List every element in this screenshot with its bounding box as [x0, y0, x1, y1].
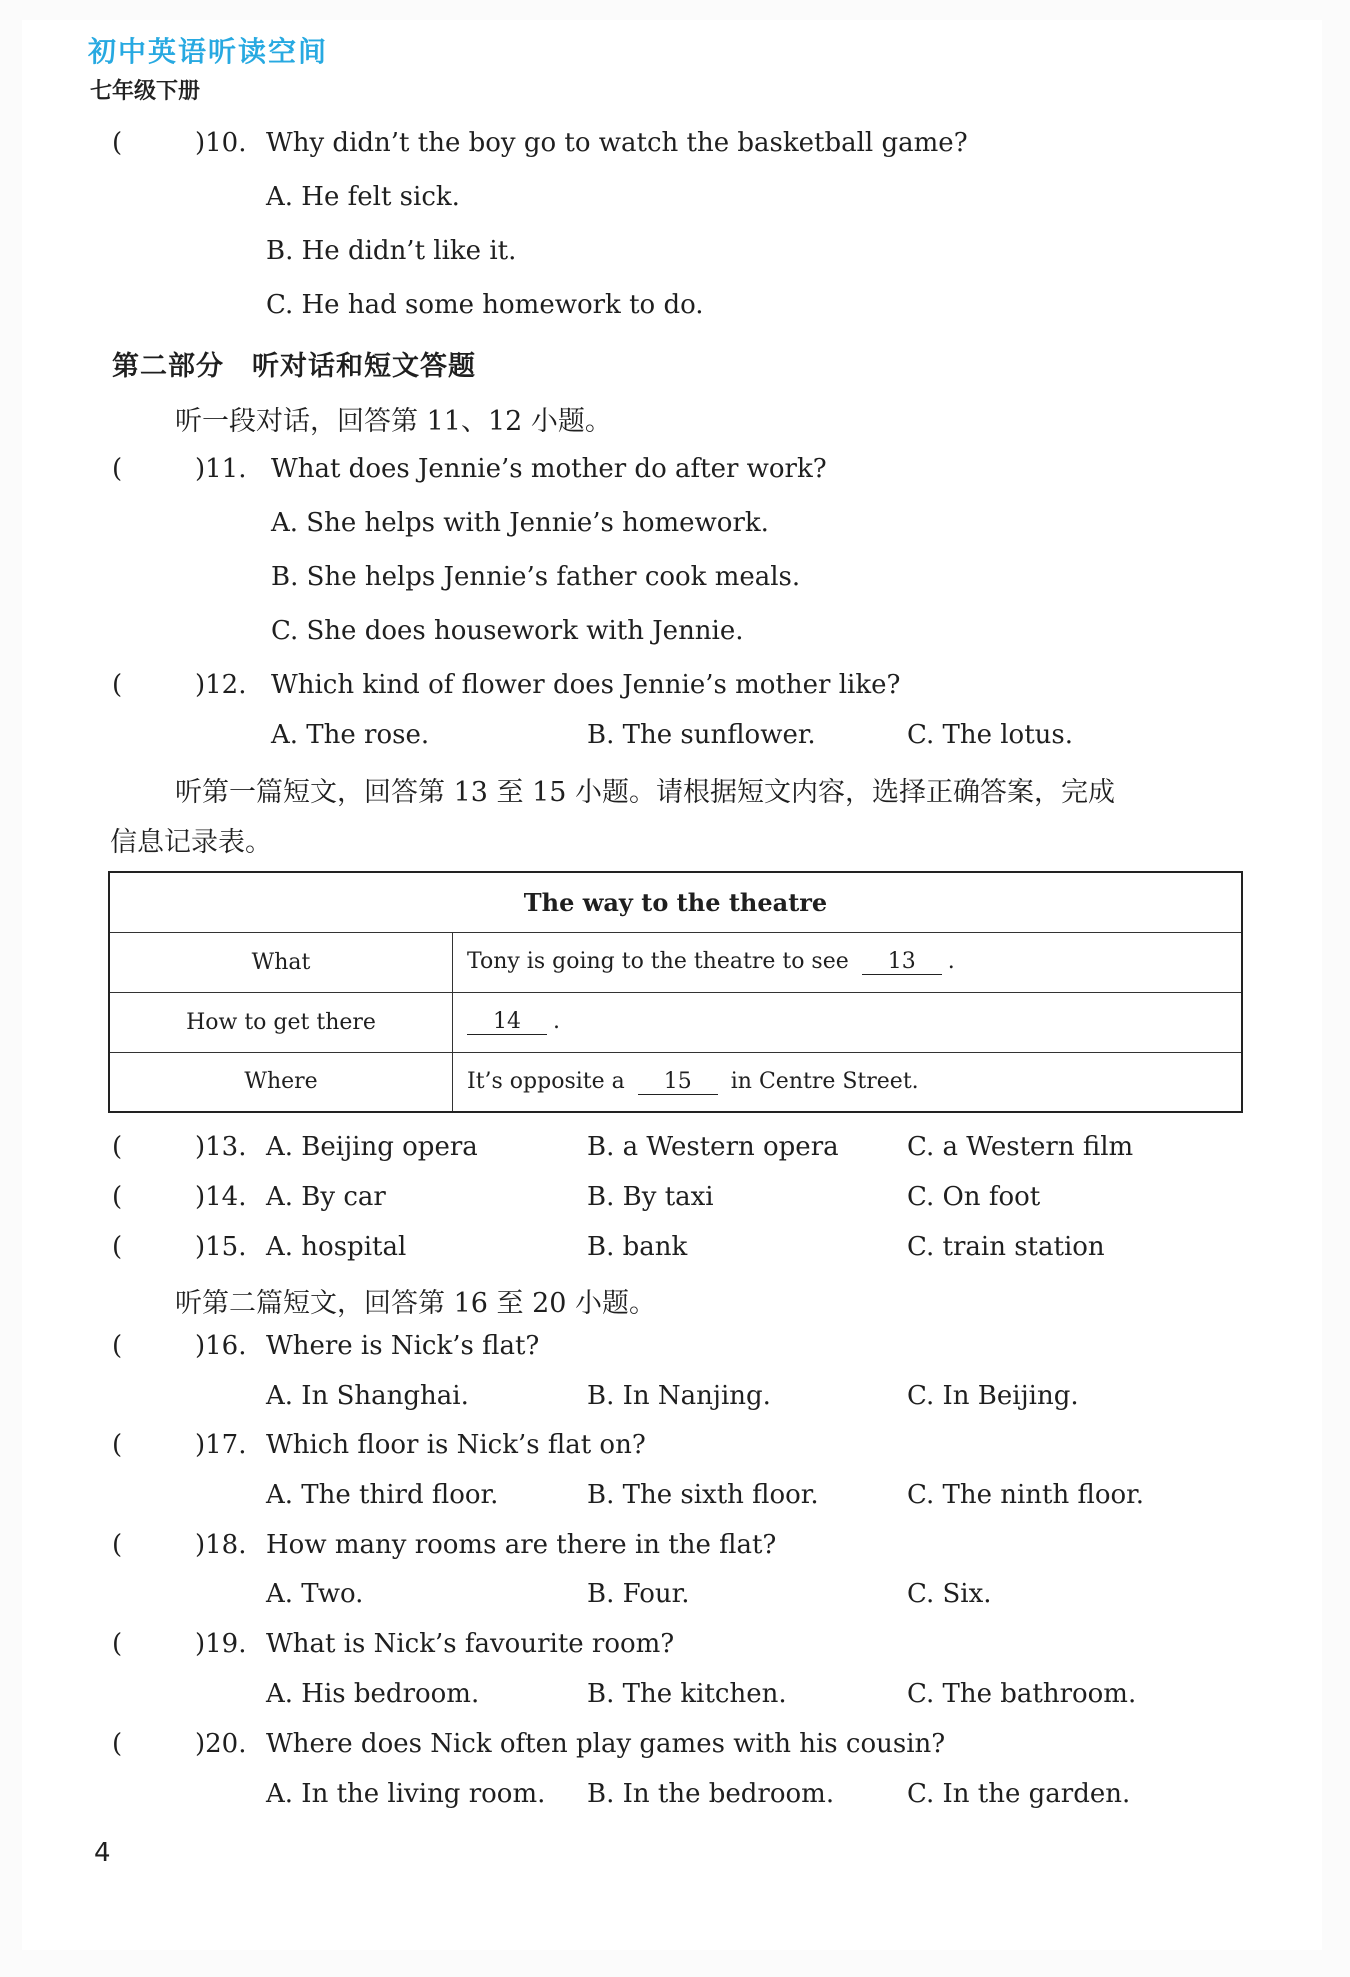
option-c: C. train station	[907, 1232, 1105, 1262]
question-number: )17.	[195, 1430, 247, 1460]
option-c: C. In Beijing.	[907, 1381, 1079, 1411]
answer-paren: (	[112, 1132, 123, 1162]
row-value	[453, 1052, 1243, 1112]
question-number: )12.	[195, 670, 247, 700]
question-number: )18.	[195, 1530, 247, 1560]
question-text: What does Jennie’s mother do after work?	[271, 454, 827, 484]
instruction-passage1-cont: 信息记录表。	[110, 827, 272, 858]
answer-blank: 15	[638, 1069, 718, 1095]
instruction-dialog: 听一段对话，回答第 11、12 小题。	[175, 406, 612, 437]
section-heading: 第二部分 听对话和短文答题	[112, 351, 476, 382]
value-tail: .	[553, 1009, 560, 1034]
option-a: A. She helps with Jennie’s homework.	[271, 508, 769, 538]
table-title: The way to the theatre	[109, 872, 1242, 932]
value-tail: in Centre Street.	[730, 1068, 919, 1094]
question-text: Where does Nick often play games with his cousin?	[266, 1729, 946, 1759]
option-a: A. By car	[266, 1182, 386, 1212]
option-b: B. bank	[587, 1232, 688, 1262]
option-a: A. hospital	[266, 1232, 407, 1262]
option-a: A. Two.	[266, 1579, 364, 1609]
value-text: It’s opposite a	[467, 1068, 625, 1094]
question-text: What is Nick’s favourite room?	[266, 1629, 675, 1659]
option-c: C. The lotus.	[907, 720, 1074, 750]
option-a: A. His bedroom.	[266, 1679, 480, 1709]
instruction-passage2: 听第二篇短文，回答第 16 至 20 小题。	[175, 1288, 657, 1319]
option-c: C. In the garden.	[907, 1779, 1131, 1809]
option-a: A. The rose.	[271, 720, 430, 750]
option-b: B. She helps Jennie’s father cook meals.	[271, 562, 801, 592]
row-value	[453, 932, 1243, 992]
answer-paren: (	[112, 1430, 123, 1460]
instruction-passage1: 听第一篇短文，回答第 13 至 15 小题。请根据短文内容，选择正确答案，完成	[175, 777, 1116, 808]
option-b: B. Four.	[587, 1579, 690, 1609]
answer-paren: (	[112, 454, 123, 484]
option-b: B. The sixth floor.	[587, 1480, 819, 1510]
question-text: Which floor is Nick’s flat on?	[266, 1430, 646, 1460]
answer-paren: (	[112, 670, 123, 700]
value-text: Tony is going to the theatre to see	[467, 949, 849, 974]
option-a: A. In the living room.	[266, 1779, 546, 1809]
row-label: How to get there	[109, 992, 453, 1052]
answer-blank: 13	[862, 949, 942, 975]
info-record-table	[108, 871, 1243, 1113]
option-b: B. In the bedroom.	[587, 1779, 835, 1809]
question-text: Why didn’t the boy go to watch the basketball game?	[266, 128, 968, 158]
option-c: C. He had some homework to do.	[266, 290, 704, 320]
row-value	[453, 992, 1243, 1052]
value-tail: .	[947, 949, 955, 974]
answer-paren: (	[112, 1729, 123, 1759]
option-a: A. He felt sick.	[266, 182, 460, 212]
answer-paren: (	[112, 1530, 123, 1560]
question-number: )20.	[195, 1729, 247, 1759]
option-b: B. The kitchen.	[587, 1679, 787, 1709]
question-number: )13.	[195, 1132, 247, 1162]
row-label: Where	[109, 1052, 453, 1112]
question-number: )19.	[195, 1629, 247, 1659]
option-c: C. The ninth floor.	[907, 1480, 1144, 1510]
grade-label: 七年级下册	[90, 78, 201, 104]
option-c: C. Six.	[907, 1579, 992, 1609]
option-a: A. The third floor.	[266, 1480, 499, 1510]
option-b: B. By taxi	[587, 1182, 714, 1212]
table-row	[109, 1052, 1242, 1112]
question-number: )10.	[195, 128, 247, 158]
answer-paren: (	[112, 1182, 123, 1212]
option-c: C. The bathroom.	[907, 1679, 1137, 1709]
answer-blank: 14	[467, 1009, 547, 1035]
series-title: 初中英语听读空间	[88, 35, 329, 68]
option-c: C. She does housework with Jennie.	[271, 616, 744, 646]
option-b: B. a Western opera	[587, 1132, 839, 1162]
row-label: What	[109, 932, 453, 992]
option-c: C. On foot	[907, 1182, 1041, 1212]
question-text: Where is Nick’s flat?	[266, 1331, 540, 1361]
option-a: A. In Shanghai.	[266, 1381, 469, 1411]
answer-paren: (	[112, 128, 123, 158]
question-number: )14.	[195, 1182, 247, 1212]
table-row	[109, 992, 1242, 1052]
question-text: How many rooms are there in the flat?	[266, 1530, 777, 1560]
option-c: C. a Western film	[907, 1132, 1134, 1162]
answer-paren: (	[112, 1331, 123, 1361]
question-number: )15.	[195, 1232, 247, 1262]
answer-paren: (	[112, 1629, 123, 1659]
option-a: A. Beijing opera	[266, 1132, 478, 1162]
question-text: Which kind of flower does Jennie’s mother like?	[271, 670, 901, 700]
option-b: B. The sunflower.	[587, 720, 816, 750]
option-b: B. He didn’t like it.	[266, 236, 517, 266]
question-number: )11.	[195, 454, 247, 484]
question-number: )16.	[195, 1331, 247, 1361]
page-number: 4	[94, 1838, 111, 1868]
table-row	[109, 932, 1242, 992]
option-b: B. In Nanjing.	[587, 1381, 771, 1411]
answer-paren: (	[112, 1232, 123, 1262]
